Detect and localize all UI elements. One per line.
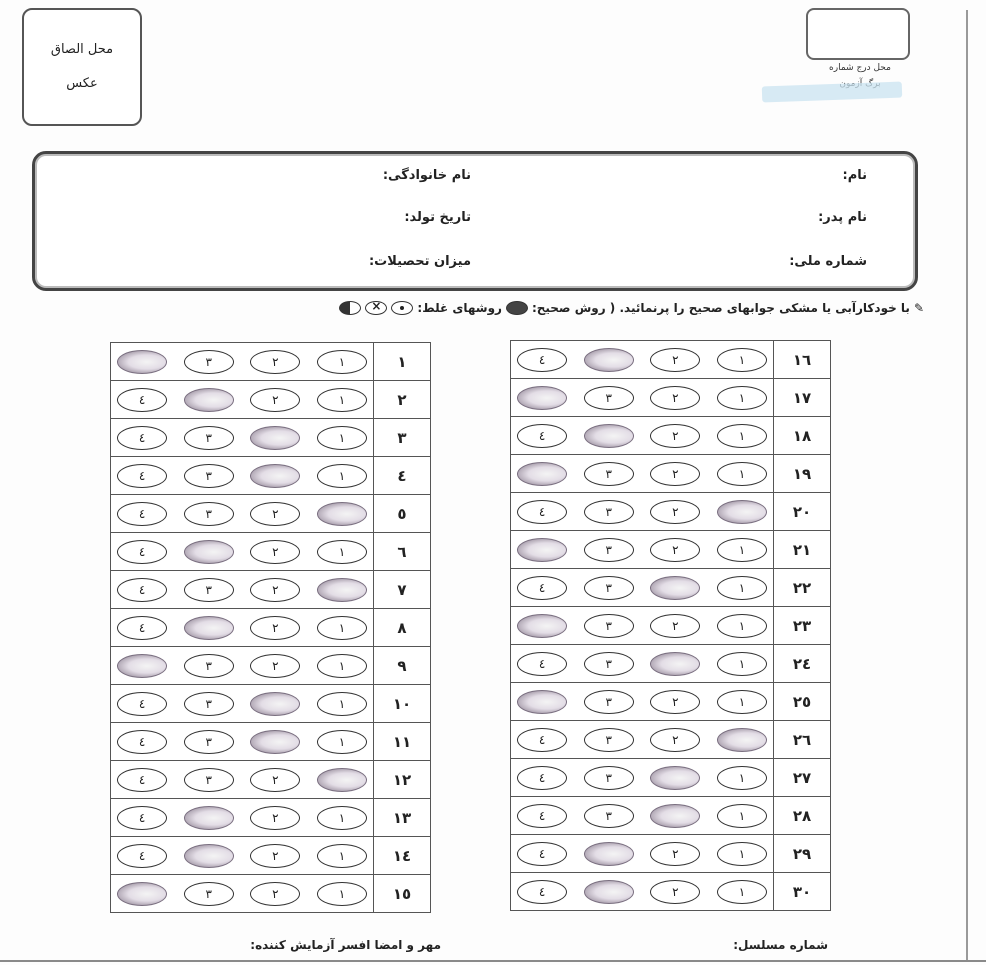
answer-options-cell <box>511 607 774 645</box>
question-row <box>111 495 431 533</box>
answer-options-cell <box>111 723 374 761</box>
answer-options-cell <box>511 835 774 873</box>
answer-bubble[interactable]: ١ <box>717 424 767 448</box>
answer-options-cell <box>111 381 374 419</box>
answer-bubble[interactable]: ١ <box>717 576 767 600</box>
question-number: ١٩ <box>774 455 831 493</box>
question-number: ٣٠ <box>774 873 831 911</box>
question-number: ١٤ <box>374 837 431 875</box>
question-row <box>111 685 431 723</box>
question-row <box>511 607 831 645</box>
answer-bubble[interactable]: ٤ <box>117 768 167 792</box>
scan-edge-bottom <box>0 960 986 962</box>
photo-placeholder <box>22 8 142 126</box>
answer-options-cell <box>511 721 774 759</box>
answer-bubble[interactable] <box>250 426 300 450</box>
answer-bubble[interactable] <box>517 538 567 562</box>
question-row <box>111 457 431 495</box>
officer-stamp-label: مهر و امضا افسر آزمایش کننده: <box>250 938 441 952</box>
personal-info-box <box>32 151 918 291</box>
family-name-label: نام خانوادگی: <box>382 168 471 183</box>
instructions-text: با خودکارآبی یا مشکی جوابهای صحیح را پرنمائید. ( روش صحیح: <box>531 301 910 315</box>
answer-bubble[interactable]: ١ <box>717 804 767 828</box>
answer-options-cell <box>511 531 774 569</box>
answer-bubble[interactable]: ٢ <box>650 690 700 714</box>
answer-bubble[interactable]: ٣ <box>584 804 634 828</box>
answer-options-cell <box>111 799 374 837</box>
answer-bubble[interactable]: ٤ <box>517 880 567 904</box>
answer-bubble[interactable]: ٣ <box>184 654 234 678</box>
question-number: ٢٦ <box>774 721 831 759</box>
answer-bubble[interactable]: ٤ <box>517 576 567 600</box>
answer-bubble[interactable]: ٤ <box>117 578 167 602</box>
answer-bubble[interactable]: ١ <box>717 766 767 790</box>
question-number: ٣ <box>374 419 431 457</box>
answer-bubble[interactable]: ٢ <box>650 424 700 448</box>
question-row <box>511 721 831 759</box>
answer-bubble[interactable]: ٢ <box>250 540 300 564</box>
answer-bubble[interactable] <box>117 654 167 678</box>
question-row <box>511 873 831 911</box>
question-row <box>511 455 831 493</box>
question-row <box>111 799 431 837</box>
question-row <box>111 647 431 685</box>
question-row <box>511 531 831 569</box>
answer-options-cell <box>511 493 774 531</box>
wrong-methods-label: روشهای غلط: <box>417 301 502 315</box>
answer-bubble[interactable]: ٣ <box>584 728 634 752</box>
answer-options-cell <box>111 419 374 457</box>
name-label: نام: <box>842 168 867 183</box>
answer-options-cell <box>111 571 374 609</box>
answer-bubble[interactable]: ١ <box>317 654 367 678</box>
answer-bubble[interactable]: ٢ <box>250 654 300 678</box>
answer-options-cell <box>111 837 374 875</box>
question-number: ٧ <box>374 571 431 609</box>
answer-bubble[interactable]: ٢ <box>250 806 300 830</box>
answer-bubble[interactable]: ٣ <box>184 578 234 602</box>
answer-bubble[interactable]: ١ <box>717 614 767 638</box>
dot-mark-example-icon <box>391 301 413 315</box>
question-row <box>111 419 431 457</box>
instructions-line <box>110 298 924 318</box>
answer-bubble[interactable]: ١ <box>717 880 767 904</box>
question-number: ٢١ <box>774 531 831 569</box>
ink-smudge <box>762 82 902 103</box>
question-row <box>511 417 831 455</box>
answer-bubble[interactable]: ٢ <box>650 614 700 638</box>
answer-bubble[interactable]: ٣ <box>184 350 234 374</box>
question-row <box>111 533 431 571</box>
answer-bubble[interactable]: ٤ <box>517 424 567 448</box>
answer-grid-right <box>510 340 831 911</box>
answer-bubble[interactable]: ٤ <box>117 806 167 830</box>
question-number: ١٥ <box>374 875 431 913</box>
answer-options-cell <box>111 761 374 799</box>
answer-bubble[interactable]: ٤ <box>117 730 167 754</box>
question-row <box>111 343 431 381</box>
answer-bubble[interactable]: ٢ <box>650 500 700 524</box>
answer-bubble[interactable]: ١ <box>317 388 367 412</box>
question-number: ١٣ <box>374 799 431 837</box>
answer-bubble[interactable] <box>650 576 700 600</box>
answer-bubble[interactable]: ٣ <box>584 538 634 562</box>
serial-number-label: شماره مسلسل: <box>733 938 828 952</box>
answer-bubble[interactable]: ٢ <box>650 348 700 372</box>
pen-icon: ✎ <box>913 301 924 315</box>
answer-bubble[interactable] <box>517 690 567 714</box>
answer-options-cell <box>111 343 374 381</box>
answer-bubble[interactable]: ٢ <box>250 350 300 374</box>
question-row <box>511 569 831 607</box>
answer-bubble[interactable]: ٤ <box>117 388 167 412</box>
answer-bubble[interactable]: ٤ <box>517 348 567 372</box>
answer-bubble[interactable] <box>317 578 367 602</box>
answer-options-cell <box>511 797 774 835</box>
answer-bubble[interactable]: ٣ <box>584 614 634 638</box>
answer-bubble[interactable] <box>317 768 367 792</box>
half-mark-example-icon <box>339 301 361 315</box>
answer-bubble[interactable] <box>517 614 567 638</box>
answer-grid-left <box>110 342 431 913</box>
answer-bubble[interactable]: ٢ <box>650 880 700 904</box>
scan-edge-right <box>966 10 968 960</box>
question-number: ١ <box>374 343 431 381</box>
answer-bubble[interactable]: ٤ <box>517 804 567 828</box>
answer-bubble[interactable]: ٢ <box>250 882 300 906</box>
answer-bubble[interactable]: ١ <box>317 692 367 716</box>
answer-options-cell <box>111 647 374 685</box>
answer-bubble[interactable]: ٣ <box>584 652 634 676</box>
photo-caption-line1: محل الصاق <box>50 42 114 57</box>
answer-bubble[interactable]: ١ <box>317 616 367 640</box>
answer-options-cell <box>511 455 774 493</box>
cross-mark-example-icon <box>365 301 387 315</box>
answer-bubble[interactable] <box>184 616 234 640</box>
answer-bubble[interactable] <box>650 652 700 676</box>
answer-bubble[interactable]: ٣ <box>584 766 634 790</box>
question-row <box>511 493 831 531</box>
question-number: ٨ <box>374 609 431 647</box>
answer-bubble[interactable]: ١ <box>717 348 767 372</box>
question-number: ٢٧ <box>774 759 831 797</box>
answer-bubble[interactable]: ٤ <box>117 464 167 488</box>
question-number: ٢٠ <box>774 493 831 531</box>
question-row <box>111 609 431 647</box>
question-row <box>111 837 431 875</box>
answer-options-cell <box>511 873 774 911</box>
answer-bubble[interactable]: ٣ <box>584 386 634 410</box>
question-row <box>111 761 431 799</box>
answer-bubble[interactable]: ٢ <box>650 842 700 866</box>
answer-options-cell <box>111 533 374 571</box>
answer-bubble[interactable]: ٤ <box>117 540 167 564</box>
answer-bubble[interactable] <box>717 728 767 752</box>
question-row <box>111 571 431 609</box>
answer-bubble[interactable]: ٢ <box>250 502 300 526</box>
answer-bubble[interactable] <box>184 844 234 868</box>
answer-bubble[interactable]: ١ <box>317 882 367 906</box>
question-number: ٢٩ <box>774 835 831 873</box>
answer-bubble[interactable]: ١ <box>317 350 367 374</box>
answer-bubble[interactable]: ٤ <box>517 766 567 790</box>
answer-bubble[interactable] <box>584 424 634 448</box>
question-number: ٢٤ <box>774 645 831 683</box>
answer-options-cell <box>111 875 374 913</box>
answer-bubble[interactable]: ٢ <box>250 578 300 602</box>
answer-bubble[interactable] <box>317 502 367 526</box>
answer-options-cell <box>511 683 774 721</box>
answer-bubble[interactable] <box>250 464 300 488</box>
question-number: ٩ <box>374 647 431 685</box>
question-row <box>511 797 831 835</box>
answer-bubble[interactable]: ١ <box>317 464 367 488</box>
answer-bubble[interactable]: ١ <box>717 842 767 866</box>
answer-bubble[interactable]: ١ <box>717 462 767 486</box>
answer-bubble[interactable] <box>650 804 700 828</box>
answer-bubble[interactable]: ٤ <box>117 616 167 640</box>
question-number: ٢٨ <box>774 797 831 835</box>
question-row <box>511 645 831 683</box>
answer-bubble[interactable]: ١ <box>317 844 367 868</box>
answer-bubble[interactable] <box>584 842 634 866</box>
question-number: ٥ <box>374 495 431 533</box>
answer-bubble[interactable]: ٣ <box>184 692 234 716</box>
answer-bubble[interactable]: ٤ <box>117 502 167 526</box>
answer-options-cell <box>511 417 774 455</box>
answer-options-cell <box>111 457 374 495</box>
answer-bubble[interactable]: ٣ <box>584 462 634 486</box>
answer-bubble[interactable]: ٢ <box>650 462 700 486</box>
answer-bubble[interactable]: ١ <box>317 806 367 830</box>
answer-bubble[interactable]: ٣ <box>184 882 234 906</box>
answer-bubble[interactable]: ٢ <box>650 728 700 752</box>
answer-options-cell <box>511 645 774 683</box>
question-row <box>511 759 831 797</box>
question-row <box>111 875 431 913</box>
answer-bubble[interactable] <box>117 350 167 374</box>
answer-bubble[interactable] <box>184 388 234 412</box>
answer-bubble[interactable]: ٤ <box>117 426 167 450</box>
answer-bubble[interactable]: ١ <box>317 730 367 754</box>
question-number: ٢٢ <box>774 569 831 607</box>
answer-options-cell <box>111 495 374 533</box>
answer-bubble[interactable] <box>517 462 567 486</box>
answer-bubble[interactable]: ٣ <box>184 426 234 450</box>
question-number: ١٦ <box>774 341 831 379</box>
question-row <box>111 723 431 761</box>
answer-bubble[interactable]: ٤ <box>117 844 167 868</box>
exam-number-box[interactable] <box>806 8 910 60</box>
question-number: ٢٣ <box>774 607 831 645</box>
answer-bubble[interactable]: ١ <box>717 386 767 410</box>
question-number: ٦ <box>374 533 431 571</box>
answer-bubble[interactable] <box>250 692 300 716</box>
answer-bubble[interactable]: ٢ <box>250 388 300 412</box>
answer-options-cell <box>511 379 774 417</box>
answer-bubble[interactable] <box>184 806 234 830</box>
answer-bubble[interactable]: ٣ <box>184 502 234 526</box>
question-number: ٤ <box>374 457 431 495</box>
answer-bubble[interactable]: ٣ <box>184 768 234 792</box>
answer-bubble[interactable]: ٣ <box>184 464 234 488</box>
father-name-label: نام پدر: <box>818 210 867 225</box>
answer-bubble[interactable]: ١ <box>717 690 767 714</box>
answer-bubble[interactable]: ٤ <box>517 842 567 866</box>
question-row <box>511 835 831 873</box>
answer-bubble[interactable]: ١ <box>317 540 367 564</box>
answer-bubble[interactable]: ١ <box>717 538 767 562</box>
answer-bubble[interactable] <box>584 348 634 372</box>
answer-bubble[interactable] <box>517 386 567 410</box>
answer-options-cell <box>111 609 374 647</box>
answer-bubble[interactable]: ٤ <box>117 692 167 716</box>
answer-bubble[interactable]: ٣ <box>184 730 234 754</box>
question-number: ١٨ <box>774 417 831 455</box>
exam-number-caption-line1: محل درج شماره <box>829 63 891 73</box>
answer-bubble[interactable]: ٢ <box>650 386 700 410</box>
photo-caption-line2: عکس <box>66 76 98 91</box>
answer-bubble[interactable]: ٢ <box>250 768 300 792</box>
answer-bubble[interactable]: ١ <box>317 426 367 450</box>
question-number: ٢ <box>374 381 431 419</box>
question-row <box>511 379 831 417</box>
answer-bubble[interactable]: ٤ <box>517 652 567 676</box>
answer-bubble[interactable] <box>650 766 700 790</box>
question-number: ١١ <box>374 723 431 761</box>
answer-bubble[interactable]: ٢ <box>250 844 300 868</box>
answer-bubble[interactable] <box>250 730 300 754</box>
education-label: میزان تحصیلات: <box>368 254 471 269</box>
question-row <box>511 341 831 379</box>
national-id-label: شماره ملی: <box>789 254 867 269</box>
answer-bubble[interactable]: ٤ <box>517 728 567 752</box>
answer-bubble[interactable] <box>184 540 234 564</box>
answer-bubble[interactable]: ٣ <box>584 690 634 714</box>
question-row <box>511 683 831 721</box>
birth-date-label: تاریخ تولد: <box>404 210 471 225</box>
answer-bubble[interactable]: ٣ <box>584 500 634 524</box>
answer-options-cell <box>111 685 374 723</box>
question-number: ١٠ <box>374 685 431 723</box>
answer-bubble[interactable] <box>717 500 767 524</box>
answer-options-cell <box>511 569 774 607</box>
question-number: ٢٥ <box>774 683 831 721</box>
answer-options-cell <box>511 759 774 797</box>
question-number: ١٢ <box>374 761 431 799</box>
answer-bubble[interactable]: ٢ <box>650 538 700 562</box>
answer-options-cell <box>511 341 774 379</box>
answer-bubble[interactable]: ٤ <box>517 500 567 524</box>
answer-bubble[interactable]: ١ <box>717 652 767 676</box>
correct-mark-example-icon <box>506 301 528 315</box>
answer-bubble[interactable] <box>584 880 634 904</box>
answer-bubble[interactable]: ٢ <box>250 616 300 640</box>
answer-bubble[interactable]: ٣ <box>584 576 634 600</box>
answer-bubble[interactable] <box>117 882 167 906</box>
question-row <box>111 381 431 419</box>
question-number: ١٧ <box>774 379 831 417</box>
